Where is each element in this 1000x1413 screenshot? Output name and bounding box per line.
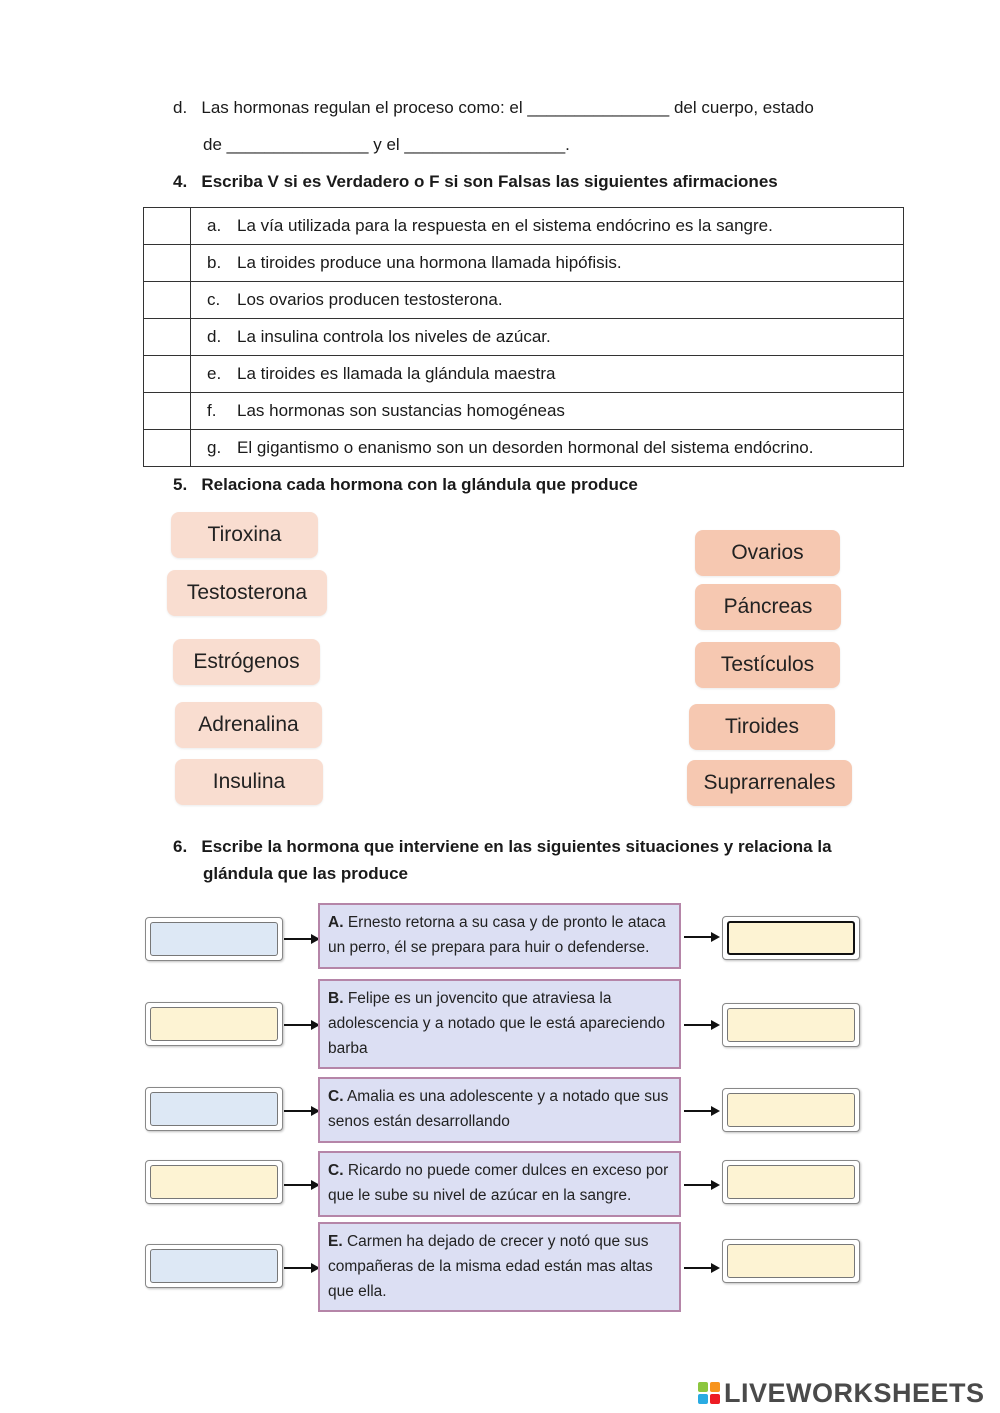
arrow-right-icon — [684, 1263, 720, 1273]
liveworksheets-logo — [698, 1378, 985, 1408]
blank-last[interactable]: _________________ — [404, 135, 566, 154]
table-row — [144, 319, 904, 356]
vf-answer-input[interactable] — [144, 245, 190, 281]
liveworksheets-logo-text: LIVEWORKSHEETS — [724, 1377, 985, 1408]
hormone-estrogenos[interactable]: Estrógenos — [173, 639, 320, 685]
vf-answer-input[interactable] — [144, 430, 190, 466]
vf-answer-input[interactable] — [144, 208, 190, 244]
hormone-input-c[interactable] — [151, 1093, 277, 1125]
hormone-input-a[interactable] — [151, 923, 277, 955]
section6-heading-line2: glándula que las produce — [203, 864, 408, 883]
table-row — [144, 356, 904, 393]
vf-answer-cell — [144, 245, 191, 282]
vf-statement: g. El gigantismo o enanismo son un desorden hormonal del sistema endócrino. — [191, 430, 904, 467]
vf-answer-cell — [144, 430, 191, 467]
hormone-answer-box-e — [145, 1244, 283, 1288]
vf-answer-cell — [144, 208, 191, 245]
arrow-right-icon — [684, 1020, 720, 1030]
arrow-right-icon — [284, 1020, 320, 1030]
table-row — [144, 430, 904, 467]
gland-tiroides[interactable]: Tiroides — [689, 704, 835, 750]
arrow-right-icon — [284, 934, 320, 944]
section6-heading: 6. Escribe la hormona que interviene en las siguientes situaciones y relaciona la — [173, 837, 832, 856]
item-d-line1: d. Las hormonas regulan el proceso como: el _______________ del cuerpo, estado — [173, 98, 814, 117]
gland-answer-box-a — [722, 916, 860, 960]
arrow-right-icon — [684, 932, 720, 942]
arrow-right-icon — [684, 1106, 720, 1116]
situation-d: C. Ricardo no puede comer dulces en exceso por que le sube su nivel de azúcar en la sangre. — [318, 1151, 681, 1217]
vf-statement: b. La tiroides produce una hormona llamada hipófisis. — [191, 245, 904, 282]
vf-statement: c. Los ovarios producen testosterona. — [191, 282, 904, 319]
hormone-answer-box-c — [145, 1087, 283, 1131]
vf-answer-input[interactable] — [144, 393, 190, 429]
situation-e: E. Carmen ha dejado de crecer y notó que sus compañeras de la misma edad están mas altas que ella. — [318, 1222, 681, 1312]
item-d-line2: de _______________ y el _________________. — [203, 135, 570, 154]
hormone-answer-box-a — [145, 917, 283, 961]
liveworksheets-logo-icon — [698, 1382, 720, 1404]
table-row — [144, 245, 904, 282]
vf-answer-cell — [144, 356, 191, 393]
vf-statement: a. La vía utilizada para la respuesta en el sistema endócrino es la sangre. — [191, 208, 904, 245]
vf-answer-cell — [144, 393, 191, 430]
hormone-insulina[interactable]: Insulina — [175, 759, 323, 805]
section5-heading: 5. Relaciona cada hormona con la glándula que produce — [173, 475, 638, 494]
arrow-right-icon — [284, 1106, 320, 1116]
table-row — [144, 208, 904, 245]
vf-answer-cell — [144, 282, 191, 319]
arrow-right-icon — [284, 1180, 320, 1190]
hormone-answer-box-d — [145, 1160, 283, 1204]
gland-answer-box-c — [722, 1088, 860, 1132]
gland-input-b[interactable] — [728, 1009, 854, 1041]
gland-answer-box-b — [722, 1003, 860, 1047]
blank-body-process[interactable]: _______________ — [527, 98, 670, 117]
true-false-table — [143, 207, 904, 467]
gland-input-c[interactable] — [728, 1094, 854, 1126]
hormone-answer-box-b — [145, 1002, 283, 1046]
gland-ovarios[interactable]: Ovarios — [695, 530, 840, 576]
arrow-right-icon — [284, 1263, 320, 1273]
section4-heading: 4. Escriba V si es Verdadero o F si son Falsas las siguientes afirmaciones — [173, 172, 778, 191]
hormone-input-d[interactable] — [151, 1166, 277, 1198]
hormone-adrenalina[interactable]: Adrenalina — [175, 702, 322, 748]
arrow-right-icon — [684, 1180, 720, 1190]
gland-input-d[interactable] — [728, 1166, 854, 1198]
vf-statement: e. La tiroides es llamada la glándula maestra — [191, 356, 904, 393]
situation-a: A. Ernesto retorna a su casa y de pronto le ataca un perro, él se prepara para huir o defenderse. — [318, 903, 681, 969]
vf-answer-input[interactable] — [144, 282, 190, 318]
vf-statement: d. La insulina controla los niveles de azúcar. — [191, 319, 904, 356]
hormone-input-b[interactable] — [151, 1008, 277, 1040]
vf-answer-cell — [144, 319, 191, 356]
gland-answer-box-d — [722, 1160, 860, 1204]
vf-answer-input[interactable] — [144, 356, 190, 392]
hormone-input-e[interactable] — [151, 1250, 277, 1282]
hormone-tiroxina[interactable]: Tiroxina — [171, 512, 318, 558]
situation-c: C. Amalia es una adolescente y a notado que sus senos están desarrollando — [318, 1077, 681, 1143]
gland-suprarrenales[interactable]: Suprarrenales — [687, 760, 852, 806]
hormone-testosterona[interactable]: Testosterona — [167, 570, 327, 616]
blank-state[interactable]: _______________ — [226, 135, 369, 154]
table-row — [144, 282, 904, 319]
gland-pancreas[interactable]: Páncreas — [695, 584, 841, 630]
gland-input-e[interactable] — [728, 1245, 854, 1277]
gland-answer-box-e — [722, 1239, 860, 1283]
gland-testiculos[interactable]: Testículos — [695, 642, 840, 688]
vf-answer-input[interactable] — [144, 319, 190, 355]
vf-statement: f. Las hormonas son sustancias homogéneas — [191, 393, 904, 430]
gland-input-a[interactable] — [729, 923, 853, 953]
table-row — [144, 393, 904, 430]
situation-b: B. Felipe es un jovencito que atraviesa la adolescencia y a notado que le está apareciendo barba — [318, 979, 681, 1069]
